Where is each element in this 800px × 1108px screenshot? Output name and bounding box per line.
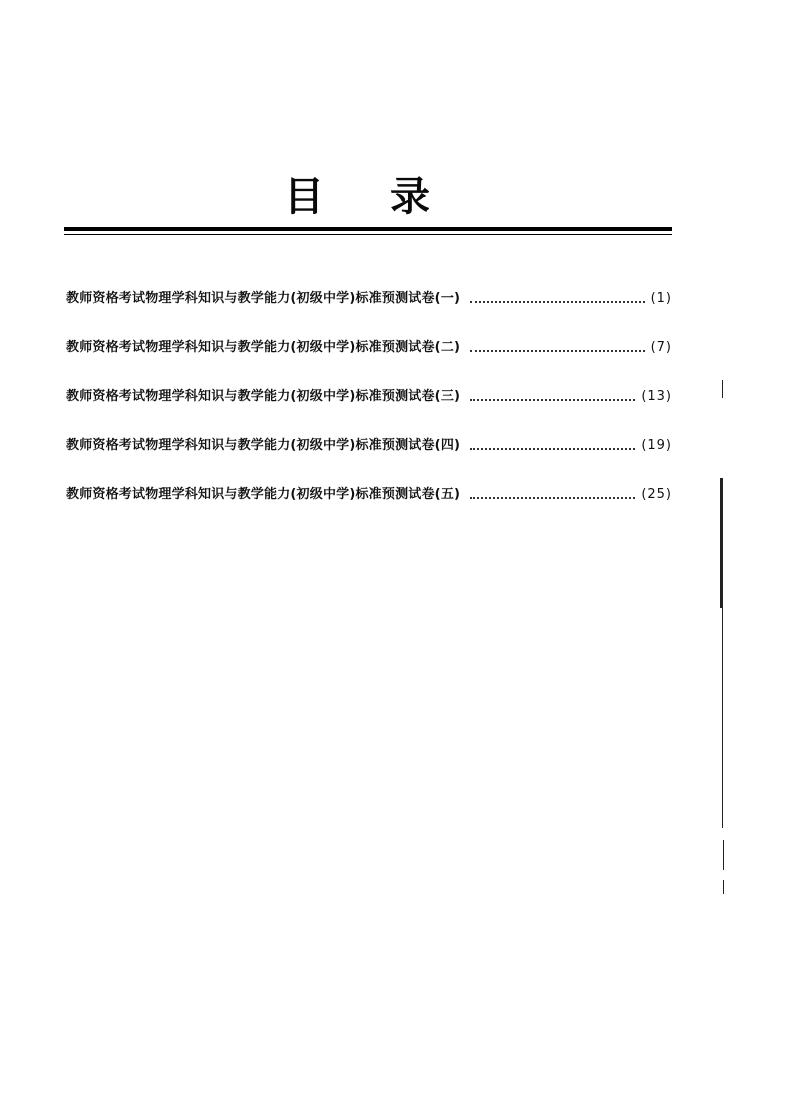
toc-entry-2[interactable] (66, 339, 672, 357)
table-of-contents (66, 290, 672, 535)
scan-edge-mark (722, 380, 723, 398)
toc-entry-3[interactable] (66, 388, 672, 406)
scan-edge-mark (723, 880, 724, 894)
toc-leader-dots (470, 497, 635, 499)
toc-entry-label: 教师资格考试物理学科知识与教学能力(初级中学)标准预测试卷(四) (66, 438, 461, 453)
scan-edge-mark (720, 478, 723, 608)
toc-entry-label: 教师资格考试物理学科知识与教学能力(初级中学)标准预测试卷(五) (66, 487, 461, 502)
toc-leader-dots (470, 399, 635, 401)
toc-entry-page: (19) (641, 438, 672, 453)
toc-leader-dots (470, 350, 644, 352)
toc-entry-label: 教师资格考试物理学科知识与教学能力(初级中学)标准预测试卷(一) (66, 291, 461, 306)
toc-entry-5[interactable] (66, 486, 672, 504)
toc-entry-page: (25) (641, 487, 672, 502)
title-rule-thick (64, 227, 672, 231)
toc-entry-label: 教师资格考试物理学科知识与教学能力(初级中学)标准预测试卷(三) (66, 389, 461, 404)
toc-entry-page: (1) (650, 291, 672, 306)
toc-entry-page: (7) (650, 340, 672, 355)
page-title: 目 录 (284, 174, 456, 220)
toc-entry-label: 教师资格考试物理学科知识与教学能力(初级中学)标准预测试卷(二) (66, 340, 461, 355)
toc-entry-4[interactable] (66, 437, 672, 455)
toc-leader-dots (470, 301, 644, 303)
toc-leader-dots (470, 448, 635, 450)
title-rule-thin (64, 234, 672, 235)
scan-edge-mark (723, 840, 724, 870)
toc-entry-1[interactable] (66, 290, 672, 308)
toc-entry-page: (13) (641, 389, 672, 404)
scan-edge-mark (722, 608, 723, 828)
